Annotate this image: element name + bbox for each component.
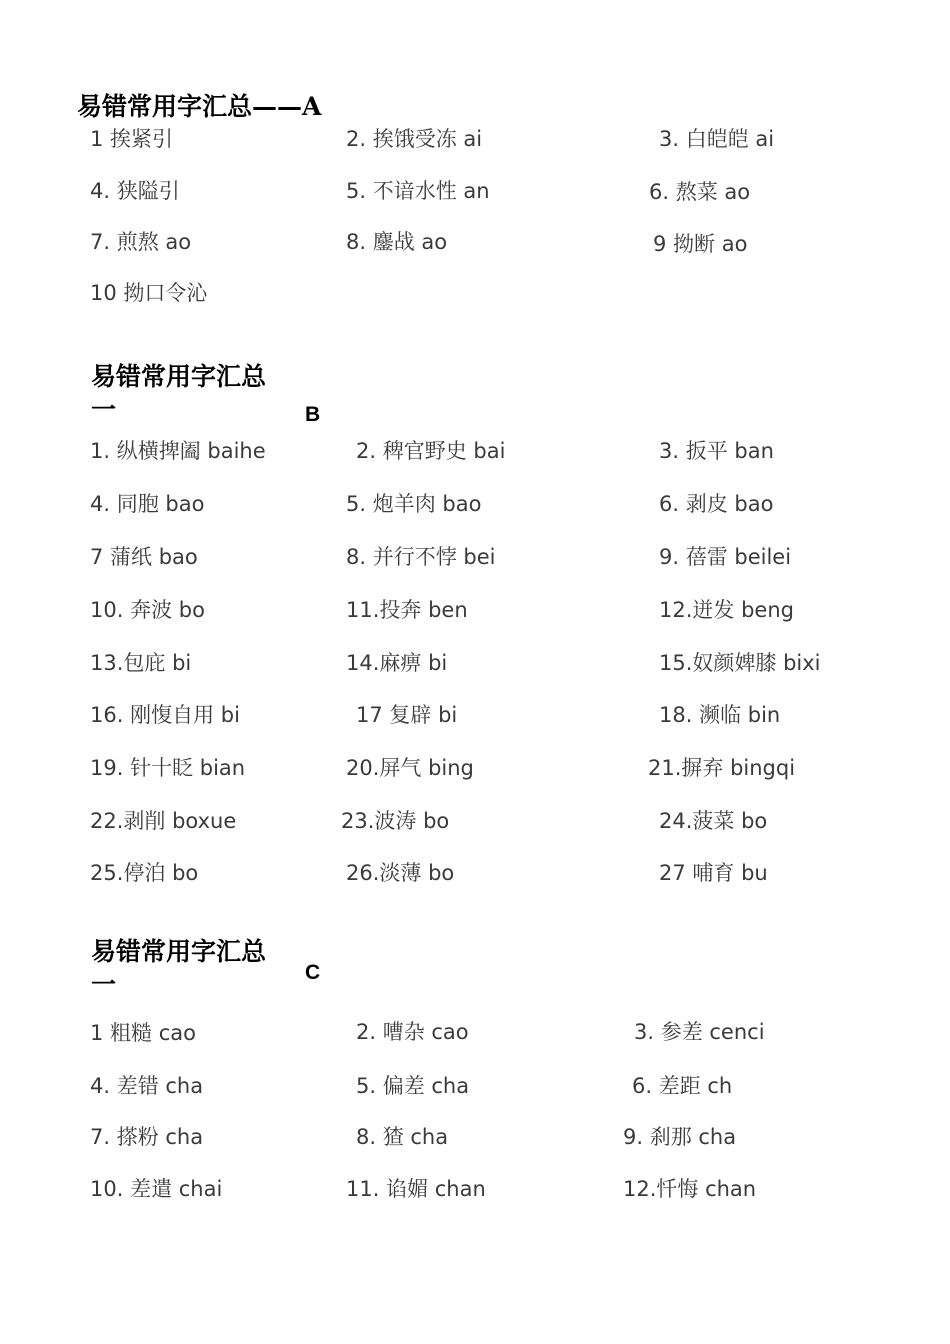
list-item: 22.剥削 boxue (90, 809, 237, 833)
list-item: 2. 稗官野史 bai (356, 439, 506, 463)
list-item: 24.菠菜 bo (659, 809, 768, 833)
list-item: 12.迸发 beng (659, 598, 794, 622)
list-item: 17 复辟 bi (356, 703, 458, 727)
list-item: 1. 纵横捭阖 baihe (90, 439, 266, 463)
section-a-heading (77, 90, 321, 123)
list-item: 10. 差遣 chai (90, 1177, 223, 1201)
section-c-letter-wrap (305, 954, 320, 989)
list-item: 4. 同胞 bao (90, 492, 205, 516)
list-item: 12.忏悔 chan (623, 1177, 757, 1201)
section-c-letter: C (305, 961, 321, 984)
list-item: 21.摒弃 bingqi (648, 756, 796, 780)
list-item: 16. 刚愎自用 bi (90, 703, 240, 727)
list-item: 7 蒲纸 bao (90, 545, 198, 569)
section-c-title: 易错常用字汇总一 (91, 937, 267, 999)
list-item: 5. 偏差 cha (356, 1074, 470, 1098)
list-item: 15.奴颜婢膝 bixi (659, 651, 821, 675)
section-a-title: 易错常用字汇总——A (77, 92, 322, 121)
list-item: 25.停泊 bo (90, 861, 199, 885)
list-item: 9. 蓓雷 beilei (659, 545, 792, 569)
list-item: 9 拗断 ao (653, 232, 748, 256)
section-b-heading (91, 360, 271, 426)
list-item: 13.包庇 bi (90, 651, 192, 675)
list-item: 1 粗糙 cao (90, 1021, 196, 1045)
list-item: 11.投奔 ben (346, 598, 468, 622)
list-item: 23.波涛 bo (341, 809, 450, 833)
list-item: 5. 不谙水性 an (346, 179, 490, 203)
list-item: 6. 熬菜 ao (649, 180, 751, 204)
list-item: 6. 差距 ch (632, 1074, 733, 1098)
list-item: 2. 嘈杂 cao (356, 1020, 469, 1044)
list-item: 2. 挨饿受冻 ai (346, 127, 483, 151)
list-item: 1 挨紧引 (90, 127, 174, 151)
section-b-letter-wrap (305, 396, 320, 431)
list-item: 4. 狭隘引 (90, 179, 180, 203)
list-item: 20.屏气 bing (346, 756, 474, 780)
list-item: 7. 搽粉 cha (90, 1125, 204, 1149)
section-b-title: 易错常用字汇总一 (91, 362, 267, 424)
list-item: 8. 猹 cha (356, 1125, 449, 1149)
section-c-heading (91, 935, 271, 1001)
list-item: 11. 谄媚 chan (346, 1177, 486, 1201)
list-item: 14.麻痹 bi (346, 651, 448, 675)
list-item: 10. 奔波 bo (90, 598, 205, 622)
list-item: 3. 参差 cenci (634, 1020, 765, 1044)
list-item: 10 拗口令沁 (90, 281, 208, 305)
list-item: 3. 白皑皑 ai (659, 127, 775, 151)
list-item: 6. 剥皮 bao (659, 492, 774, 516)
list-item: 9. 刹那 cha (623, 1125, 737, 1149)
list-item: 8. 鏖战 ao (346, 230, 448, 254)
section-b-letter: B (305, 403, 321, 426)
list-item: 26.淡薄 bo (346, 861, 455, 885)
list-item: 8. 并行不悖 bei (346, 545, 496, 569)
list-item: 19. 针十眨 bian (90, 756, 246, 780)
list-item: 18. 濒临 bin (659, 703, 781, 727)
list-item: 5. 炮羊肉 bao (346, 492, 482, 516)
list-item: 7. 煎熬 ao (90, 230, 192, 254)
list-item: 27 哺育 bu (659, 861, 768, 885)
list-item: 4. 差错 cha (90, 1074, 204, 1098)
list-item: 3. 扳平 ban (659, 439, 774, 463)
